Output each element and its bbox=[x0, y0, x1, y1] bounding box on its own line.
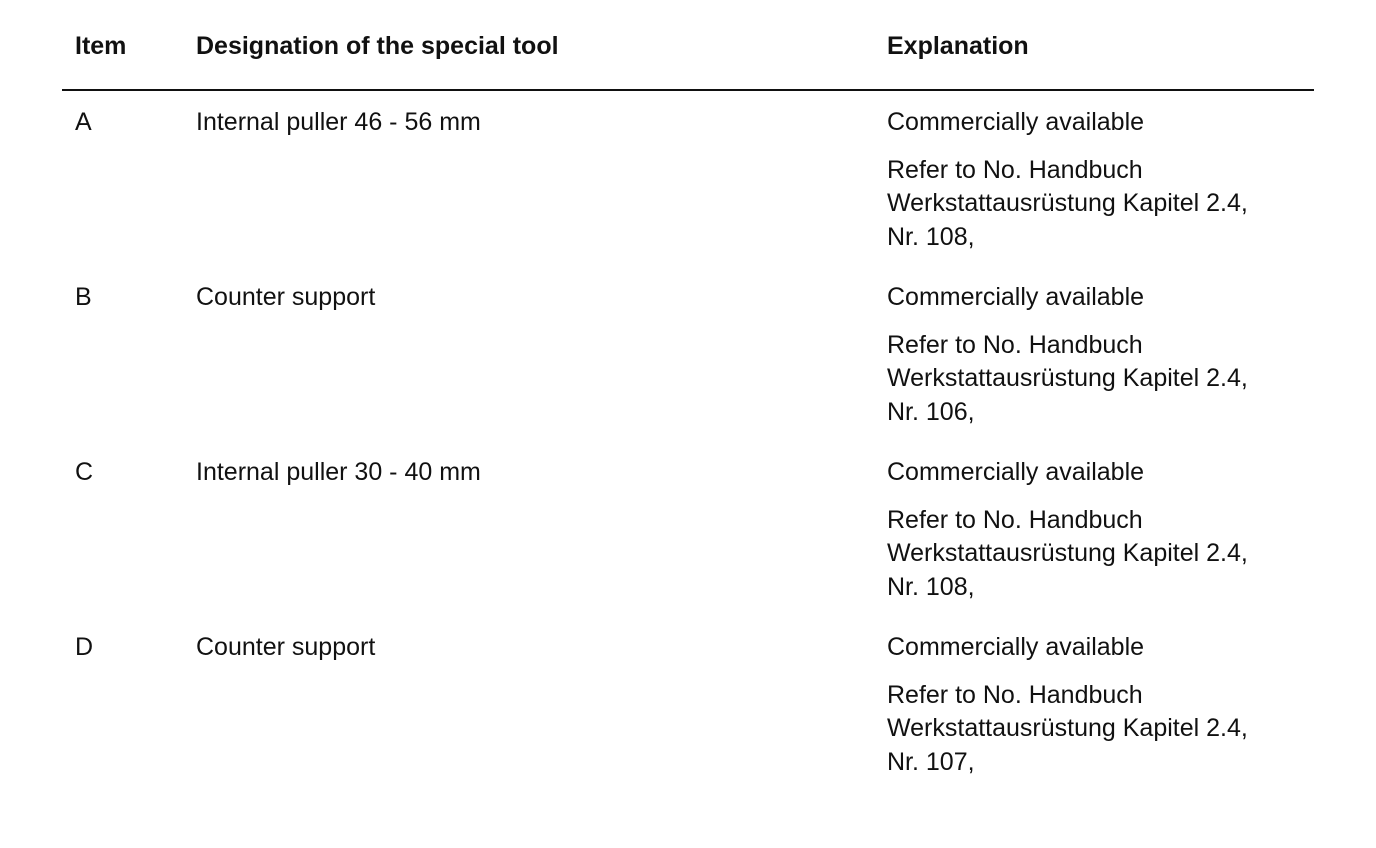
row-explanation bbox=[887, 631, 1248, 779]
reference-text bbox=[887, 329, 1248, 430]
reference-line: Refer to No. Handbuch bbox=[887, 330, 1143, 359]
reference-text bbox=[887, 679, 1248, 780]
header-designation: Designation of the special tool bbox=[196, 32, 559, 60]
availability-text: Commercially available bbox=[887, 283, 1145, 311]
row-item: A bbox=[75, 108, 92, 136]
row-designation: Internal puller 30 - 40 mm bbox=[196, 458, 481, 486]
row-explanation bbox=[887, 456, 1248, 604]
row-item: B bbox=[75, 283, 92, 311]
availability-text: Commercially available bbox=[887, 108, 1145, 136]
header-item: Item bbox=[75, 32, 127, 60]
availability-text: Commercially available bbox=[887, 458, 1145, 486]
reference-line: Werkstattausrüstung Kapitel 2.4, bbox=[887, 189, 1248, 217]
reference-line: Refer to No. Handbuch bbox=[887, 680, 1143, 709]
row-designation: Counter support bbox=[196, 633, 376, 661]
row-explanation bbox=[887, 106, 1248, 254]
table-row bbox=[62, 456, 1314, 631]
reference-line: Werkstattausrüstung Kapitel 2.4, bbox=[887, 714, 1248, 742]
table-row bbox=[62, 106, 1314, 281]
table-header bbox=[62, 0, 1314, 91]
row-item: C bbox=[75, 458, 94, 486]
reference-line: Werkstattausrüstung Kapitel 2.4, bbox=[887, 364, 1248, 392]
reference-text bbox=[887, 154, 1248, 255]
reference-text bbox=[887, 504, 1248, 605]
row-designation: Internal puller 46 - 56 mm bbox=[196, 108, 481, 136]
reference-line: Nr. 106, bbox=[887, 397, 975, 426]
reference-line: Refer to No. Handbuch bbox=[887, 505, 1143, 534]
reference-line: Refer to No. Handbuch bbox=[887, 155, 1143, 184]
row-designation: Counter support bbox=[196, 283, 376, 311]
reference-line: Nr. 108, bbox=[887, 572, 975, 601]
table-body bbox=[62, 91, 1314, 806]
row-explanation bbox=[887, 281, 1248, 429]
reference-line: Nr. 108, bbox=[887, 222, 975, 251]
availability-text: Commercially available bbox=[887, 633, 1145, 661]
table-row bbox=[62, 281, 1314, 456]
table-row bbox=[62, 631, 1314, 806]
row-item: D bbox=[75, 633, 94, 661]
reference-line: Werkstattausrüstung Kapitel 2.4, bbox=[887, 539, 1248, 567]
reference-line: Nr. 107, bbox=[887, 747, 975, 776]
header-explanation: Explanation bbox=[887, 32, 1029, 60]
special-tools-table bbox=[62, 0, 1314, 806]
